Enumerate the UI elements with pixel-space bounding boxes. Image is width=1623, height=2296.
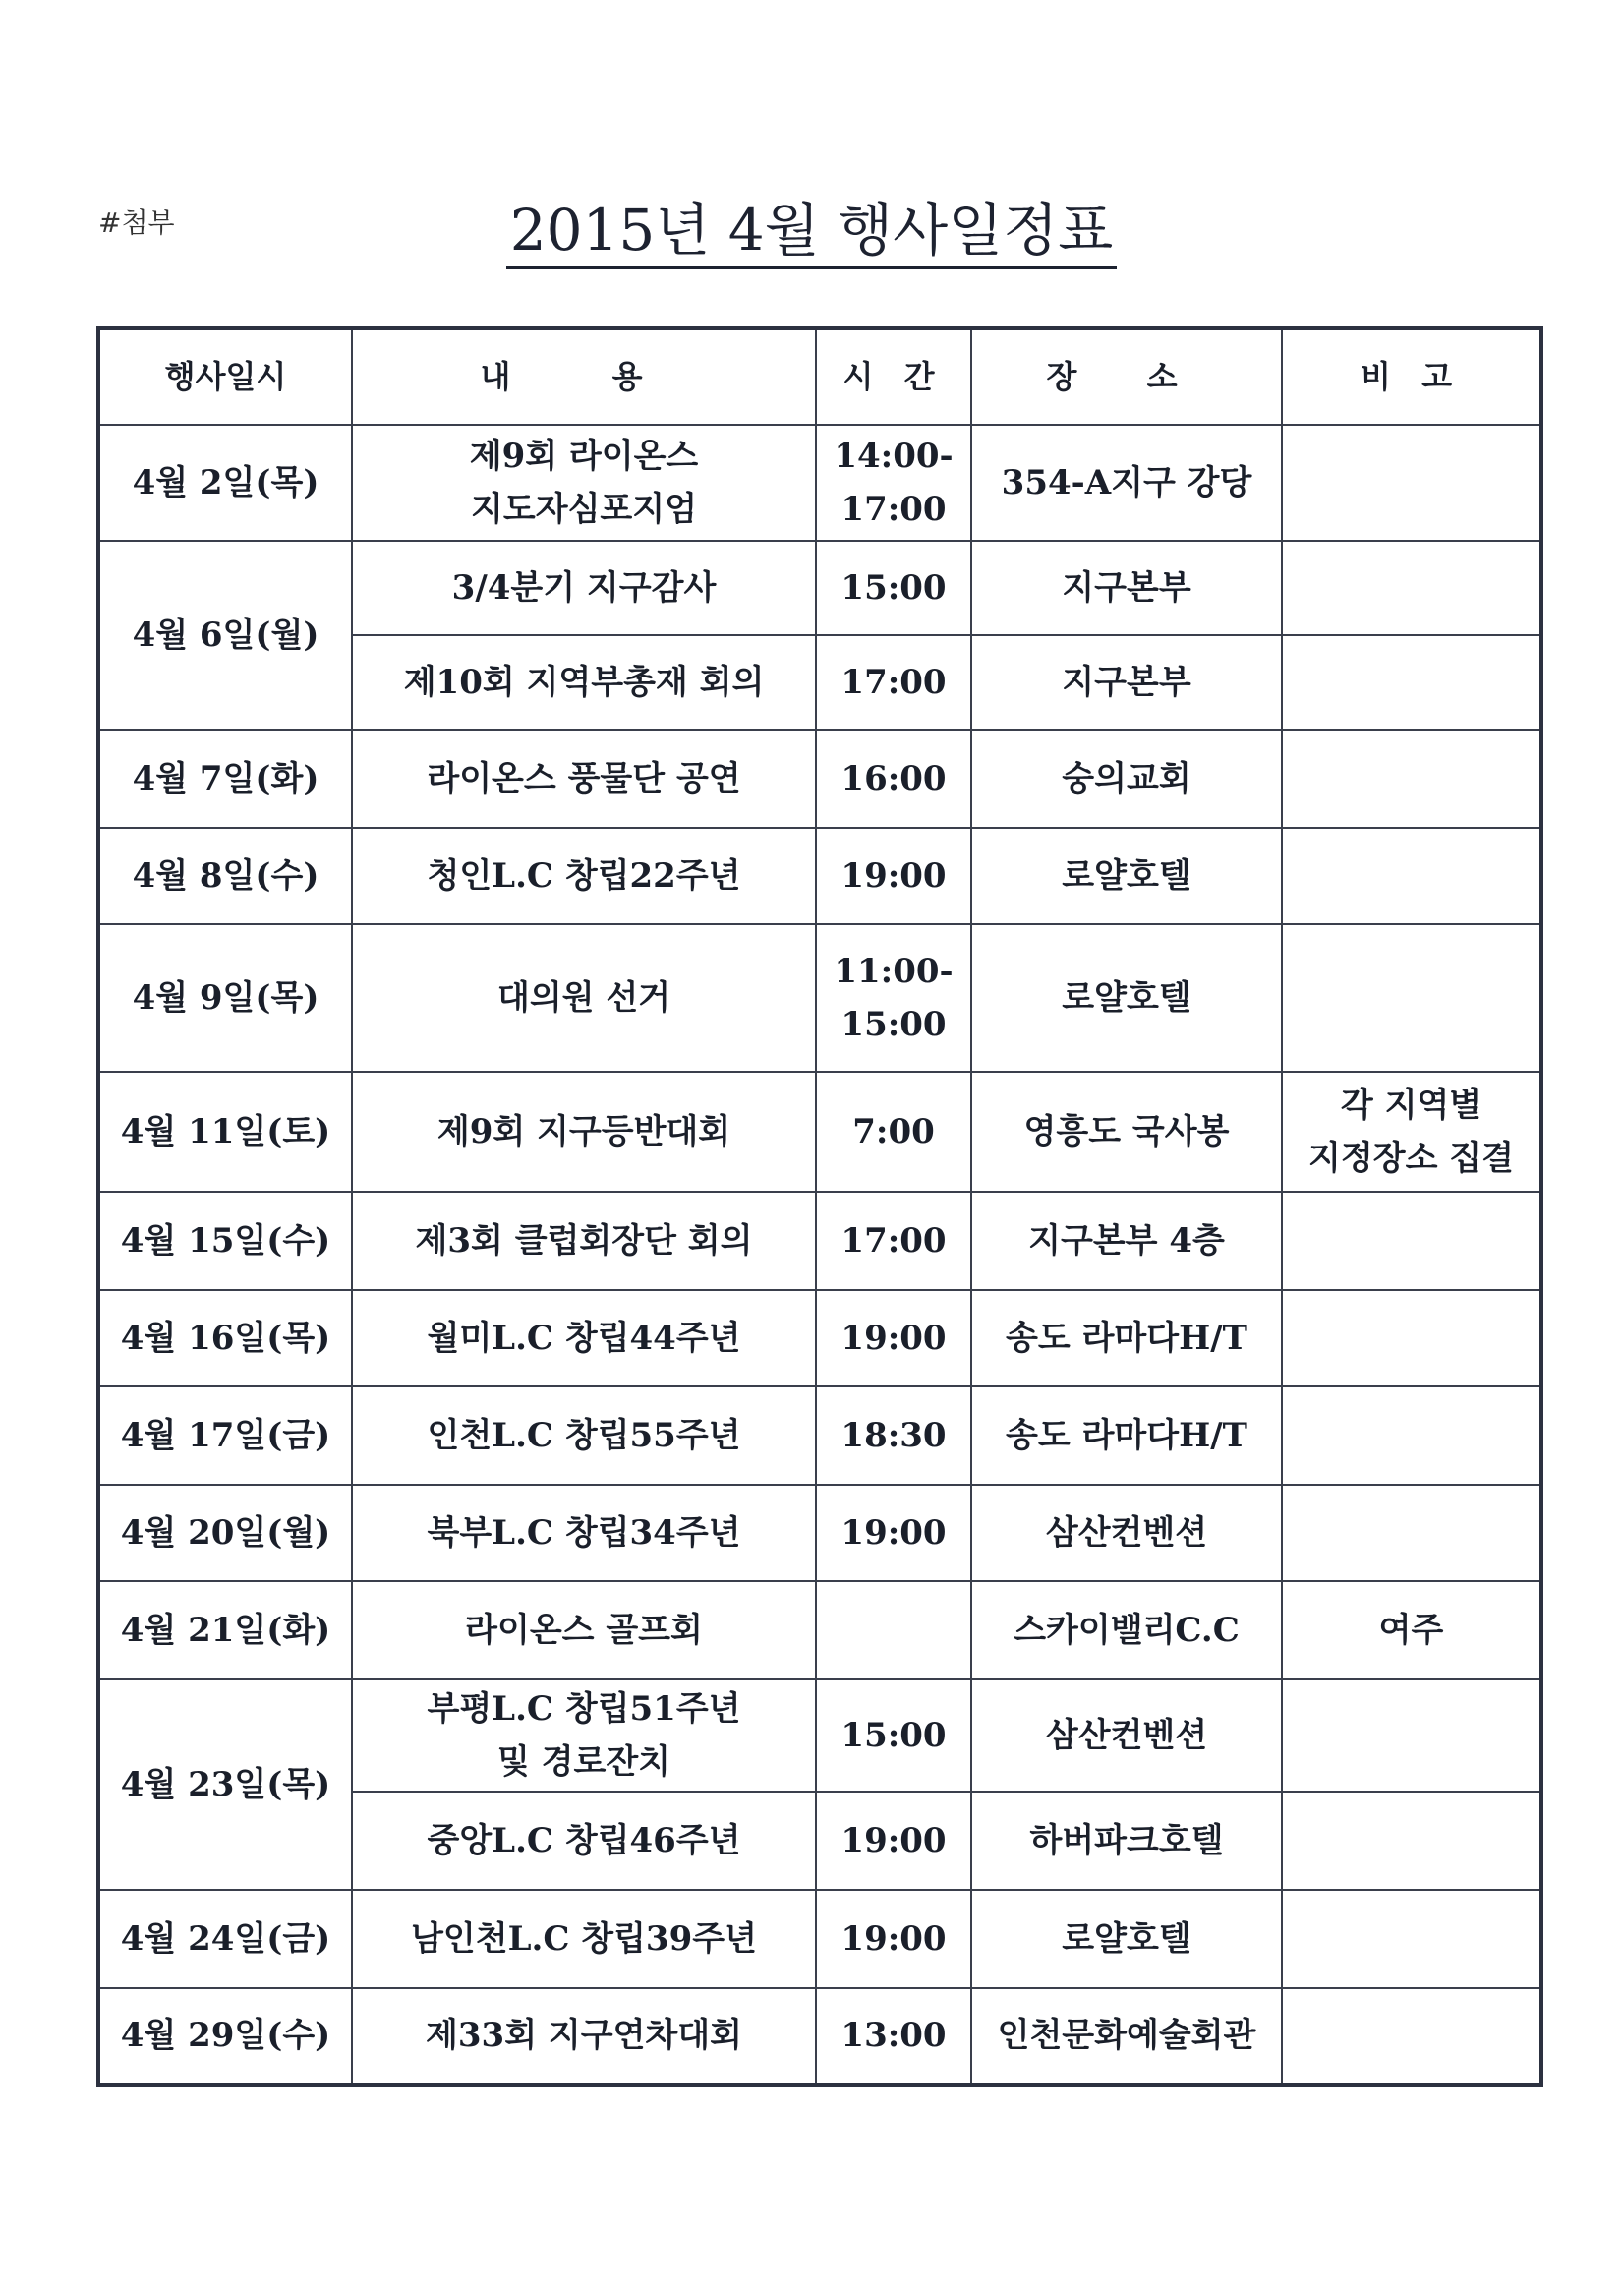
event-content	[352, 1485, 816, 1581]
event-time	[816, 425, 971, 541]
event-place: 로얄호텔	[971, 1890, 1282, 1988]
event-place: 영흥도 국사봉	[971, 1072, 1282, 1192]
event-date: 4월 7일(화)	[98, 730, 352, 828]
event-note	[1282, 1890, 1541, 1988]
cell-line: 북부L.C 창립34주년	[427, 1512, 741, 1553]
event-time	[816, 828, 971, 924]
event-place: 숭의교회	[971, 730, 1282, 828]
cell-line: 3/4분기 지구감사	[451, 567, 717, 608]
cell-line: 17:00	[840, 1220, 947, 1261]
event-date: 4월 23일(목)	[98, 1679, 352, 1890]
cell-line: 여주	[1378, 1610, 1444, 1650]
event-note	[1282, 541, 1541, 635]
event-content	[352, 1581, 816, 1679]
event-date: 4월 17일(금)	[98, 1386, 352, 1485]
event-time	[816, 1792, 971, 1890]
table-row	[98, 1988, 1541, 2085]
cell-line: 17:00	[840, 662, 947, 702]
event-note	[1282, 1072, 1541, 1192]
table-row	[98, 1072, 1541, 1192]
event-date: 4월 21일(화)	[98, 1581, 352, 1679]
event-time	[816, 1192, 971, 1290]
event-time	[816, 1890, 971, 1988]
schedule-table	[96, 326, 1543, 2087]
event-place: 스카이밸리C.C	[971, 1581, 1282, 1679]
cell-line: 제9회 지구등반대회	[436, 1111, 731, 1151]
cell-line: 17:00	[840, 490, 947, 529]
page-title	[0, 197, 1623, 269]
cell-line: 19:00	[840, 1512, 947, 1553]
cell-line: 인천L.C 창립55주년	[427, 1415, 741, 1455]
event-content	[352, 1072, 816, 1192]
cell-line: 및 경로잔치	[496, 1742, 671, 1782]
table-row	[98, 425, 1541, 541]
event-time	[816, 541, 971, 635]
cell-line: 제10회 지역부총재 회의	[403, 662, 765, 702]
cell-line: 13:00	[840, 2016, 947, 2056]
cell-line: 15:00	[840, 567, 947, 608]
event-date: 4월 2일(목)	[98, 425, 352, 541]
event-time	[816, 1679, 971, 1792]
cell-line: 15:00	[840, 1715, 947, 1755]
event-content	[352, 1386, 816, 1485]
event-content	[352, 1290, 816, 1386]
event-note	[1282, 828, 1541, 924]
header-date: 행사일시	[98, 328, 352, 425]
event-place: 송도 라마다H/T	[971, 1290, 1282, 1386]
event-place: 지구본부 4층	[971, 1192, 1282, 1290]
event-date: 4월 9일(목)	[98, 924, 352, 1072]
table-row	[98, 1890, 1541, 1988]
header-note: 비 고	[1282, 328, 1541, 425]
cell-line: 7:00	[852, 1111, 935, 1151]
event-time	[816, 730, 971, 828]
cell-line: 제33회 지구연차대회	[426, 2016, 742, 2056]
table-row	[98, 1290, 1541, 1386]
event-note	[1282, 1988, 1541, 2085]
event-time	[816, 1386, 971, 1485]
table-row	[98, 730, 1541, 828]
event-date: 4월 29일(수)	[98, 1988, 352, 2085]
event-time	[816, 924, 971, 1072]
event-time	[816, 1988, 971, 2085]
event-place: 삼산컨벤션	[971, 1485, 1282, 1581]
event-note	[1282, 635, 1541, 730]
event-place: 지구본부	[971, 635, 1282, 730]
event-content	[352, 828, 816, 924]
table-row	[98, 828, 1541, 924]
event-date: 4월 6일(월)	[98, 541, 352, 730]
event-note	[1282, 1386, 1541, 1485]
cell-line: 18:30	[840, 1415, 947, 1455]
event-note	[1282, 1485, 1541, 1581]
cell-line: 19:00	[840, 1820, 947, 1860]
cell-line: 청인L.C 창립22주년	[427, 855, 741, 896]
cell-line: 남인천L.C 창립39주년	[411, 1918, 757, 1959]
table-row	[98, 1679, 1541, 1792]
event-note	[1282, 730, 1541, 828]
event-place: 지구본부	[971, 541, 1282, 635]
cell-line: 19:00	[840, 1918, 947, 1959]
event-date: 4월 24일(금)	[98, 1890, 352, 1988]
cell-line: 지도자심포지엄	[471, 490, 697, 529]
event-content	[352, 635, 816, 730]
table-row	[98, 541, 1541, 635]
page-title-text: 2015년 4월 행사일정표	[506, 200, 1118, 269]
cell-line: 라이온스 풍물단 공연	[427, 758, 741, 798]
event-place: 하버파크호텔	[971, 1792, 1282, 1890]
event-content	[352, 924, 816, 1072]
header-row	[98, 328, 1541, 425]
event-note	[1282, 1290, 1541, 1386]
event-time	[816, 1485, 971, 1581]
table-row	[98, 1485, 1541, 1581]
event-content	[352, 425, 816, 541]
event-note	[1282, 425, 1541, 541]
event-content	[352, 1192, 816, 1290]
event-time	[816, 635, 971, 730]
event-note	[1282, 1192, 1541, 1290]
table-row	[98, 924, 1541, 1072]
header-content: 내 용	[352, 328, 816, 425]
event-place: 송도 라마다H/T	[971, 1386, 1282, 1485]
attachment-label: #첨부	[98, 206, 175, 239]
cell-line: 지정장소 집결	[1308, 1139, 1514, 1178]
event-note	[1282, 1581, 1541, 1679]
event-content	[352, 1890, 816, 1988]
event-time	[816, 1290, 971, 1386]
table-row	[98, 1386, 1541, 1485]
event-place: 로얄호텔	[971, 924, 1282, 1072]
event-date: 4월 15일(수)	[98, 1192, 352, 1290]
event-content	[352, 541, 816, 635]
event-date: 4월 11일(토)	[98, 1072, 352, 1192]
event-date: 4월 16일(목)	[98, 1290, 352, 1386]
cell-line: 19:00	[840, 1318, 947, 1358]
cell-line: 부평L.C 창립51주년	[427, 1688, 741, 1729]
event-content	[352, 730, 816, 828]
cell-line: 11:00-	[834, 951, 954, 991]
table-row	[98, 1581, 1541, 1679]
cell-line: 대의원 선거	[496, 977, 671, 1018]
event-content	[352, 1792, 816, 1890]
event-time	[816, 1581, 971, 1679]
cell-line: 19:00	[840, 855, 947, 896]
event-place: 로얄호텔	[971, 828, 1282, 924]
cell-line: 월미L.C 창립44주년	[427, 1318, 741, 1358]
event-content	[352, 1679, 816, 1792]
cell-line: 15:00	[840, 1005, 947, 1044]
header-time: 시 간	[816, 328, 971, 425]
cell-line: 중앙L.C 창립46주년	[427, 1820, 741, 1860]
event-time	[816, 1072, 971, 1192]
cell-line: 제3회 클럽회장단 회의	[415, 1220, 753, 1261]
event-note	[1282, 1792, 1541, 1890]
event-note	[1282, 1679, 1541, 1792]
event-place: 삼산컨벤션	[971, 1679, 1282, 1792]
event-place: 인천문화예술회관	[971, 1988, 1282, 2085]
cell-line: 각 지역별	[1340, 1085, 1482, 1125]
event-content	[352, 1988, 816, 2085]
event-date: 4월 20일(월)	[98, 1485, 352, 1581]
cell-line: 14:00-	[834, 436, 954, 476]
cell-line: 16:00	[840, 758, 947, 798]
cell-line: 제9회 라이온스	[469, 436, 699, 476]
cell-line: 라이온스 골프회	[465, 1610, 703, 1650]
header-place: 장 소	[971, 328, 1282, 425]
event-date: 4월 8일(수)	[98, 828, 352, 924]
table-row	[98, 1192, 1541, 1290]
event-place: 354-A지구 강당	[971, 425, 1282, 541]
event-note	[1282, 924, 1541, 1072]
